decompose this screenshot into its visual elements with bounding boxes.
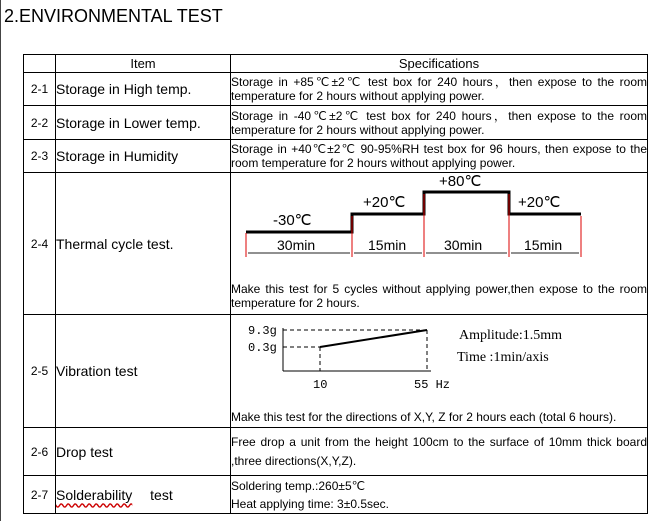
amplitude-note: Amplitude:1.5mm [459, 328, 563, 343]
row-spec: Storage in -40℃±2℃ test box for 240 hours，then expose to the room temperature for 2 hours without applying power. [231, 106, 648, 140]
row-number: 2-1 [24, 73, 56, 106]
row-spec: Storage in +85℃±2℃ test box for 240 hours，then expose to the room temperature for 2 hours without applying power. [231, 73, 648, 106]
row-item: Storage in Lower temp. [56, 106, 231, 140]
row-number: 2-3 [24, 140, 56, 173]
level-label: -30℃ [273, 212, 312, 229]
row-item-main: Solderability [56, 486, 133, 503]
row-spec: Storage in +40℃±2℃ 90-95%RH test box for 96 hours, then expose to the room temperature for 2 hours without applying power. [231, 140, 648, 173]
row-item-rest: test [150, 486, 173, 503]
header-num [24, 55, 56, 73]
vibration-axis-labels [248, 324, 450, 392]
y-low-label: 0.3g [248, 341, 277, 355]
vibration-axes [283, 328, 431, 371]
environmental-test-table [23, 54, 648, 514]
table-row [24, 428, 648, 476]
vibration-sweep-line [320, 330, 427, 347]
row-item: Storage in Humidity [56, 140, 231, 173]
section-title: 2.ENVIRONMENTAL TEST [4, 6, 223, 26]
table-row [24, 73, 648, 106]
row-spec-cell [231, 476, 648, 514]
x-low-label: 10 [313, 378, 328, 392]
row-number: 2-4 [24, 173, 56, 315]
page-left-border [0, 0, 1, 521]
row-number: 2-6 [24, 428, 56, 476]
duration-label: 15min [368, 237, 407, 253]
table-row [24, 173, 648, 315]
table-header-row [24, 55, 648, 73]
thermal-cycle-diagram [231, 173, 636, 273]
vibration-diagram [231, 315, 636, 405]
level-label: +20℃ [518, 194, 561, 211]
table-row [24, 140, 648, 173]
row-item: Vibration test [56, 315, 231, 428]
y-high-label: 9.3g [248, 324, 277, 338]
row-spec-line: Soldering temp.:260±5℃ [231, 478, 366, 493]
row-item: Storage in High temp. [56, 73, 231, 106]
row-number: 2-7 [24, 476, 56, 514]
time-note: Time :1min/axis [457, 350, 549, 365]
row-item [56, 476, 231, 514]
row-spec: Free drop a unit from the height 100cm to the surface of 10mm thick board ,three directions(X,Y,Z). [231, 428, 648, 476]
level-label: +20℃ [363, 194, 406, 211]
row-number: 2-5 [24, 315, 56, 428]
row-item: Thermal cycle test. [56, 173, 231, 315]
x-high-label: 55 Hz [414, 378, 451, 392]
row-item: Drop test [56, 428, 231, 476]
level-label: +80℃ [439, 173, 482, 190]
table-row [24, 106, 648, 140]
header-item: Item [56, 55, 231, 73]
duration-label: 30min [277, 237, 316, 253]
vibration-guides [283, 330, 427, 371]
row-spec: Make this test for the directions of X,Y, Z for 2 hours each (total 6 hours). [231, 410, 617, 424]
row-spec: Make this test for 5 cycles without applying power,then expose to the room temperature for 2 hours. [231, 282, 647, 310]
duration-label: 15min [524, 237, 563, 253]
level-labels [273, 173, 560, 229]
table-row [24, 476, 648, 514]
table-row [24, 315, 648, 428]
row-spec-cell [231, 315, 648, 428]
vibration-notes [457, 328, 562, 365]
row-number: 2-2 [24, 106, 56, 140]
duration-label: 30min [444, 237, 483, 253]
row-spec-cell [231, 173, 648, 315]
row-spec-line: Heat applying time: 3±0.5sec. [231, 496, 390, 511]
duration-labels [277, 237, 562, 253]
header-specifications: Specifications [231, 55, 648, 73]
